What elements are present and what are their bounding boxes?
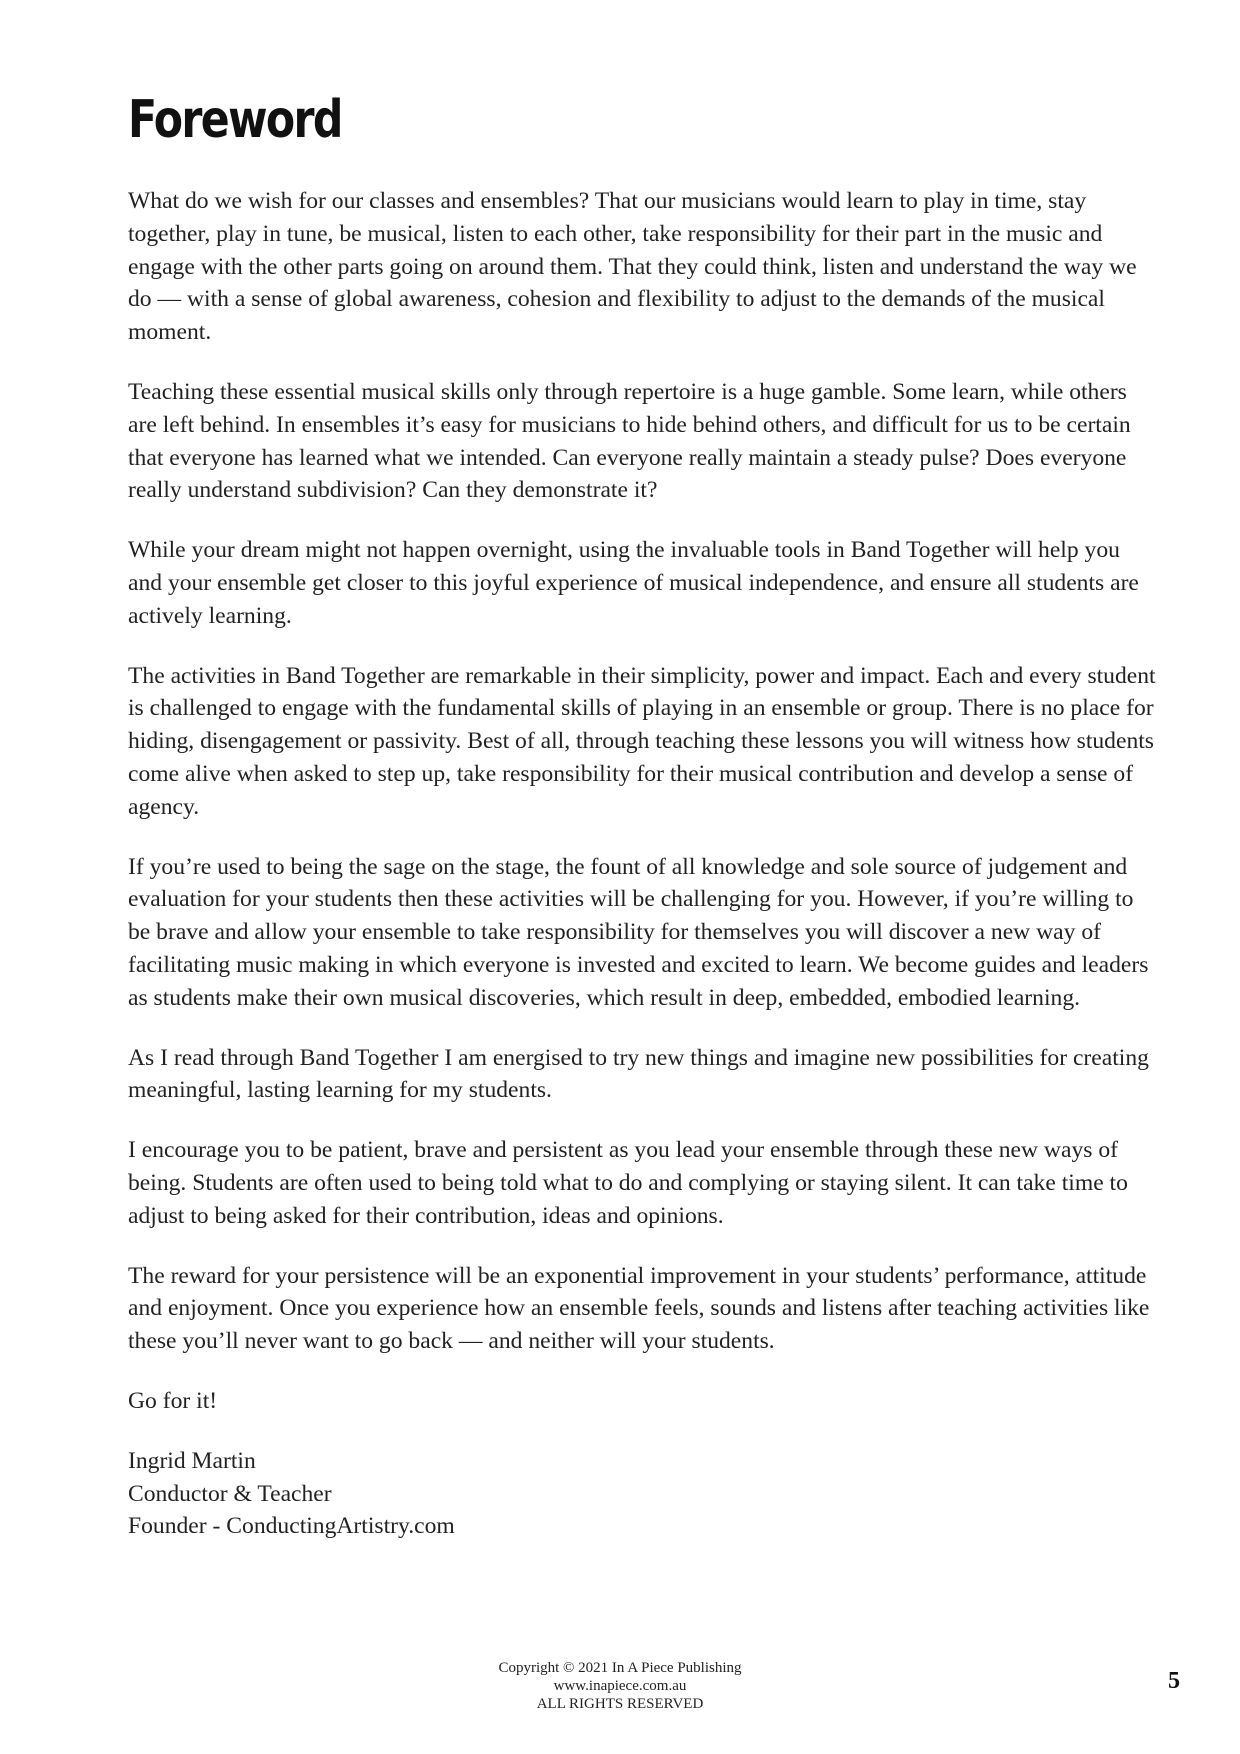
paragraph: What do we wish for our classes and ensembles? That our musicians would learn to play in time, stay together, play in tune, be musical, listen to each other, take responsibility for their part in the music and engage with the other parts going on around them. That they could think, listen and understand the way we do — with a sense of global awareness, cohesion and flexibility to adjust to the demands of the musical moment. bbox=[128, 188, 1137, 346]
paragraph: While your dream might not happen overnight, using the invaluable tools in Band Together will help you and your ensemble get closer to this joyful experience of musical independence, and ensure all students are actively learning. bbox=[128, 537, 1139, 629]
paragraph: Teaching these essential musical skills only through repertoire is a huge gamble. Some learn, while others are left behind. In ensembles it’s easy for musicians to hide behind others, and difficult for us to be certain that everyone has learned what we intended. Can everyone really maintain a steady pulse? Does everyone really understand subdivision? Can they demonstrate it? bbox=[128, 378, 1131, 504]
signature-affiliation: Founder - ConductingArtistry.com bbox=[128, 1513, 455, 1540]
footer-copyright: Copyright © 2021 In A Piece Publishing bbox=[498, 1660, 742, 1676]
paragraph: The reward for your persistence will be an exponential improvement in your students’ performance, attitude and enjoyment. Once you experience how an ensemble feels, sounds and listens after teaching activities like these you’ll never want to go back — and neither will your students. bbox=[128, 1262, 1150, 1355]
foreword-body bbox=[128, 185, 1158, 1543]
paragraph: If you’re used to being the sage on the stage, the fount of all knowledge and sole source of judgement and evaluation for your students then these activities will be challenging for you. However, if you’re willing to be brave and allow your ensemble to take responsibility for themselves you will discover a new way of facilitating music making in which everyone is invested and excited to learn. We become guides and leaders as students make their own musical discoveries, which result in deep, embedded, embodied learning. bbox=[128, 853, 1149, 1011]
paragraph: I encourage you to be patient, brave and persistent as you lead your ensemble through these new ways of being. Students are often used to being told what to do and complying or staying silent. It can take time to adjust to being asked for their contribution, ideas and opinions. bbox=[128, 1137, 1128, 1229]
page-number: 5 bbox=[1168, 1668, 1180, 1694]
signature-role: Conductor & Teacher bbox=[128, 1480, 332, 1507]
paragraph: As I read through Band Together I am energised to try new things and imagine new possibilities for creating meaningful, lasting learning for my students. bbox=[128, 1044, 1149, 1104]
page-footer bbox=[0, 1659, 1240, 1713]
signature-name: Ingrid Martin bbox=[128, 1447, 256, 1474]
page-title: Foreword bbox=[128, 90, 342, 150]
paragraph: The activities in Band Together are remarkable in their simplicity, power and impact. Each and every student is challenged to engage with the fundamental skills of playing in an ensemble or group. There is no place for hiding, disengagement or passivity. Best of all, through teaching these lessons you will witness how students come alive when asked to step up, take responsibility for their musical contribution and develop a sense of agency. bbox=[128, 662, 1156, 820]
footer-website: www.inapiece.com.au bbox=[553, 1678, 687, 1694]
signature-block bbox=[128, 1445, 1158, 1543]
signoff: Go for it! bbox=[128, 1387, 218, 1414]
footer-rights: ALL RIGHTS RESERVED bbox=[536, 1696, 704, 1712]
